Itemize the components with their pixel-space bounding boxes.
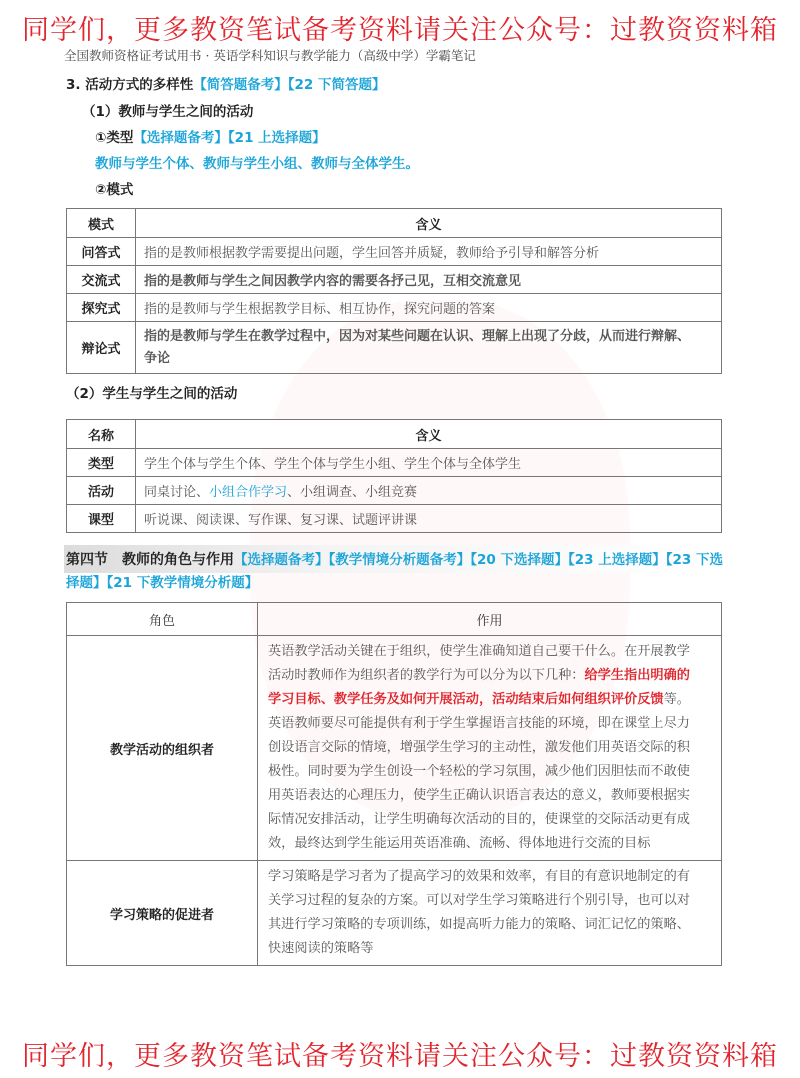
mode-table-header-meaning: 含义 (136, 209, 722, 238)
text-line: 英语教学活动关键在于组织，使学生准确知道自己要干什么。在开展教学 (268, 644, 690, 659)
activity-name: 类型 (67, 449, 136, 477)
mode-name: 探究式 (67, 294, 136, 322)
text-line: 关学习过程的复杂的方案。可以对学生学习策略进行个别引导，也可以对 (268, 893, 690, 908)
activity-part: 、小组调查、小组竞赛 (287, 485, 418, 500)
activity-part: 同桌讨论、 (144, 485, 210, 500)
role-table-header-role: 角色 (67, 603, 258, 636)
mode-meaning: 指的是教师与学生根据教学目标、相互协作，探究问题的答案 (136, 294, 722, 322)
text-line: 学习策略是学习者为了提高学习的效果和效率，有目的有意识地制定的有 (268, 869, 690, 884)
mode-meaning-line-2: 争论 (144, 350, 171, 366)
table-row (67, 449, 722, 477)
type-title: ①类型 (95, 130, 134, 146)
role-table-header-function: 作用 (258, 603, 722, 636)
mode-meaning-line-1: 指的是教师与学生在教学过程中，因为对某些问题在认识、理解上出现了分歧，从而进行辩解、 (144, 328, 691, 344)
role-name: 学习策略的促进者 (67, 861, 258, 966)
teacher-student-heading: （1）教师与学生之间的活动 (82, 104, 254, 120)
top-banner: 同学们，更多教资笔试备考资料请关注公众号：过教资资料箱 (22, 15, 778, 46)
section-4-tags-1: 【选择题备考】【教学情境分析题备考】【20 下选择题】【23 上选择题】【23 下选 (234, 552, 723, 568)
section-4-heading (66, 551, 723, 569)
activity-name: 课型 (67, 505, 136, 533)
text-line: 其进行学习策略的专项训练，如提高听力能力的策略、词汇记忆的策略、 (268, 917, 690, 932)
text-line: 效，最终达到学生能运用英语准确、流畅、得体地进行交流的目标 (268, 836, 651, 851)
role-name: 教学活动的组织者 (67, 636, 258, 861)
role-function (258, 636, 722, 861)
mode-meaning: 指的是教师根据教学需要提出问题，学生回答并质疑，教师给予引导和解答分析 (136, 238, 722, 266)
mode-meaning: 指的是教师与学生之间因教学内容的需要各抒己见，互相交流意见 (136, 266, 722, 294)
table-row (67, 861, 722, 966)
highlight-text: 学习目标、教学任务及如何开展活动，活动结束后如何组织评价反馈 (268, 692, 664, 707)
table-row (67, 238, 722, 266)
text-line: 活动时教师作为组织者的教学行为可以分为以下几种： (268, 668, 585, 683)
text-line: 际情况安排活动，让学生明确每次活动的目的，使课堂的交际活动更有成 (268, 812, 690, 827)
section-3-title: 3. 活动方式的多样性 (66, 77, 194, 93)
mode-table-header-mode: 模式 (67, 209, 136, 238)
section-3-tags: 【简答题备考】【22 下简答题】 (193, 77, 386, 93)
mode-table (66, 208, 722, 374)
mode-meaning (136, 322, 722, 374)
student-student-heading: （2）学生与学生之间的活动 (66, 386, 238, 402)
mode-name: 问答式 (67, 238, 136, 266)
bottom-banner: 同学们，更多教资笔试备考资料请关注公众号：过教资资料箱 (22, 1041, 778, 1072)
table-row (67, 636, 722, 861)
table-row (67, 477, 722, 505)
table-row (67, 294, 722, 322)
mode-heading: ②模式 (95, 182, 134, 198)
activity-table-header-name: 名称 (67, 420, 136, 449)
role-function (258, 861, 722, 966)
activity-name: 活动 (67, 477, 136, 505)
text-line: 英语教师要尽可能提供有利于学生掌握语言技能的环境，即在课堂上尽力 (268, 716, 690, 731)
section-4-title: 第四节 教师的角色与作用 (66, 552, 234, 568)
book-subtitle: 全国教师资格证考试用书 · 英语学科知识与教学能力（高级中学）学霸笔记 (64, 48, 476, 63)
section-4-tags-2: 择题】【21 下教学情境分析题】 (66, 575, 259, 591)
mode-name: 交流式 (67, 266, 136, 294)
text-line: 等。 (663, 692, 690, 707)
table-row (67, 266, 722, 294)
text-line: 用英语表达的心理压力，使学生正确认识语言表达的意义，教师要根据实 (268, 788, 690, 803)
type-text: 教师与学生个体、教师与学生小组、教师与全体学生。 (95, 156, 419, 172)
activity-meaning: 学生个体与学生个体、学生个体与学生小组、学生个体与全体学生 (136, 449, 722, 477)
text-line: 极性。同时要为学生创设一个轻松的学习氛围，减少他们因胆怯而不敢使 (268, 764, 690, 779)
mode-name: 辩论式 (67, 322, 136, 374)
table-row (67, 322, 722, 374)
student-activity-table (66, 419, 722, 533)
table-row (67, 505, 722, 533)
teacher-role-table (66, 602, 722, 966)
type-tags: 【选择题备考】【21 上选择题】 (133, 130, 326, 146)
activity-table-header-meaning: 含义 (136, 420, 722, 449)
section-3-heading (66, 76, 385, 94)
type-heading (95, 129, 326, 147)
highlight-text: 给学生指出明确的 (584, 668, 690, 683)
activity-meaning (136, 477, 722, 505)
text-line: 快速阅读的策略等 (268, 941, 374, 956)
activity-highlight: 小组合作学习 (209, 485, 288, 500)
activity-meaning: 听说课、阅读课、写作课、复习课、试题评讲课 (136, 505, 722, 533)
text-line: 创设语言交际的情境，增强学生学习的主动性，激发他们用英语交际的积 (268, 740, 690, 755)
